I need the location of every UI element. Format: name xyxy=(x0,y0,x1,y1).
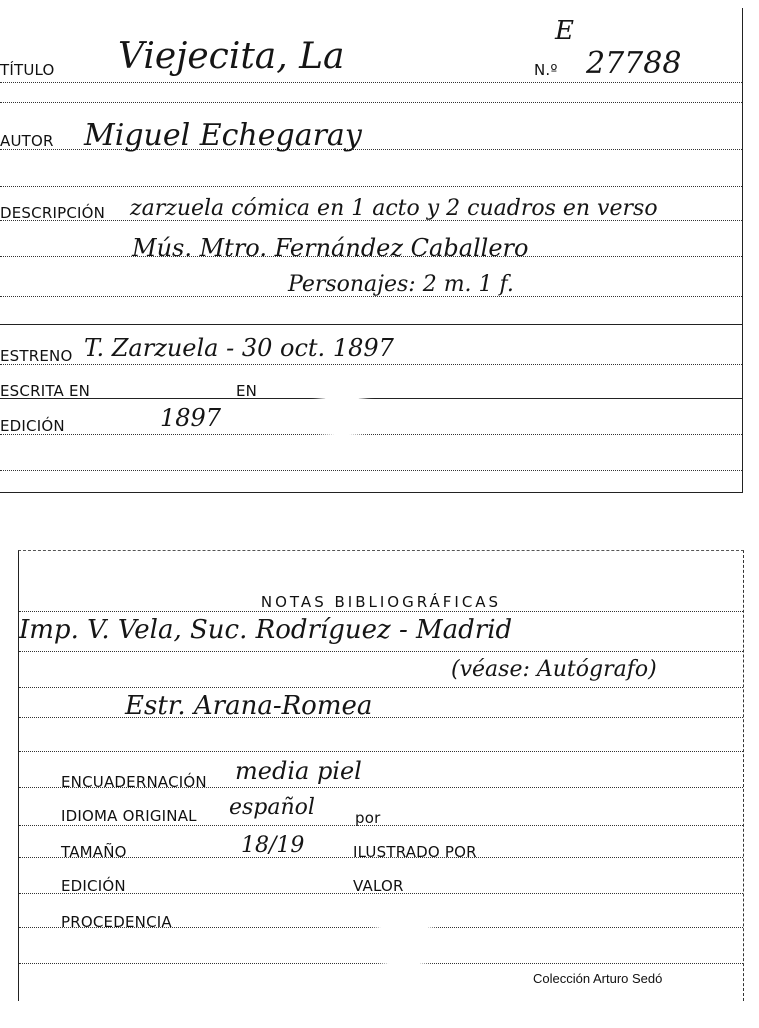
ruled-line xyxy=(19,825,743,826)
catalog-card-main xyxy=(0,8,743,493)
numero-label: N.º xyxy=(534,61,558,79)
autor-label: AUTOR xyxy=(0,132,54,150)
descripcion-line2: Mús. Mtro. Fernández Caballero xyxy=(132,234,529,262)
ruled-line xyxy=(0,434,742,435)
ruled-line xyxy=(0,102,742,103)
tamano-value: 18/19 xyxy=(241,833,305,858)
ruled-line xyxy=(0,364,742,365)
descripcion-line1: zarzuela cómica en 1 acto y 2 cuadros en verso xyxy=(130,196,658,221)
catalog-card-notes xyxy=(18,550,744,1001)
estreno-value: T. Zarzuela - 30 oct. 1897 xyxy=(84,334,394,362)
en-label: EN xyxy=(236,382,258,400)
edicion-label: EDICIÓN xyxy=(61,877,126,895)
escrita-en-label: ESCRITA EN xyxy=(0,382,91,400)
idioma-value: español xyxy=(229,795,315,820)
descripcion-label: DESCRIPCIÓN xyxy=(0,204,106,222)
ruled-line xyxy=(19,651,743,652)
idioma-label: IDIOMA ORIGINAL xyxy=(61,807,197,825)
ruled-line xyxy=(19,963,743,964)
ruled-line xyxy=(0,186,742,187)
ruled-line xyxy=(19,687,743,688)
titulo-label: TÍTULO xyxy=(0,61,55,79)
paper-blot xyxy=(318,392,366,436)
titulo-value: Viejecita, La xyxy=(118,36,345,77)
notes-line2: (véase: Autógrafo) xyxy=(451,657,657,682)
procedencia-label: PROCEDENCIA xyxy=(61,913,172,931)
estreno-label: ESTRENO xyxy=(0,347,73,365)
paper-blot xyxy=(379,905,429,971)
collection-footer: Colección Arturo Sedó xyxy=(533,971,663,986)
ruled-line xyxy=(19,611,743,612)
valor-label: VALOR xyxy=(353,877,404,895)
ruled-line xyxy=(0,324,742,325)
ruled-line xyxy=(0,398,742,399)
encuadernacion-label: ENCUADERNACIÓN xyxy=(61,773,207,791)
notes-line3: Estr. Arana-Romea xyxy=(125,691,373,721)
ruled-line xyxy=(19,751,743,752)
por-label: por xyxy=(355,809,381,827)
notas-heading: NOTAS BIBLIOGRÁFICAS xyxy=(260,593,502,611)
notes-line1: Imp. V. Vela, Suc. Rodríguez - Madrid xyxy=(19,615,513,645)
ruled-line xyxy=(0,82,742,83)
edicion-label: EDICIÓN xyxy=(0,417,65,435)
descripcion-line3: Personajes: 2 m. 1 f. xyxy=(288,272,514,297)
autor-value: Miguel Echegaray xyxy=(84,118,362,153)
ruled-line xyxy=(0,470,742,471)
numero-value: 27788 xyxy=(586,46,682,81)
numero-prefix: E xyxy=(555,16,574,46)
ilustrado-label: ILUSTRADO POR xyxy=(353,843,477,861)
tamano-label: TAMAÑO xyxy=(61,843,127,861)
encuadernacion-value: media piel xyxy=(235,757,362,785)
edicion-value: 1897 xyxy=(160,404,222,432)
